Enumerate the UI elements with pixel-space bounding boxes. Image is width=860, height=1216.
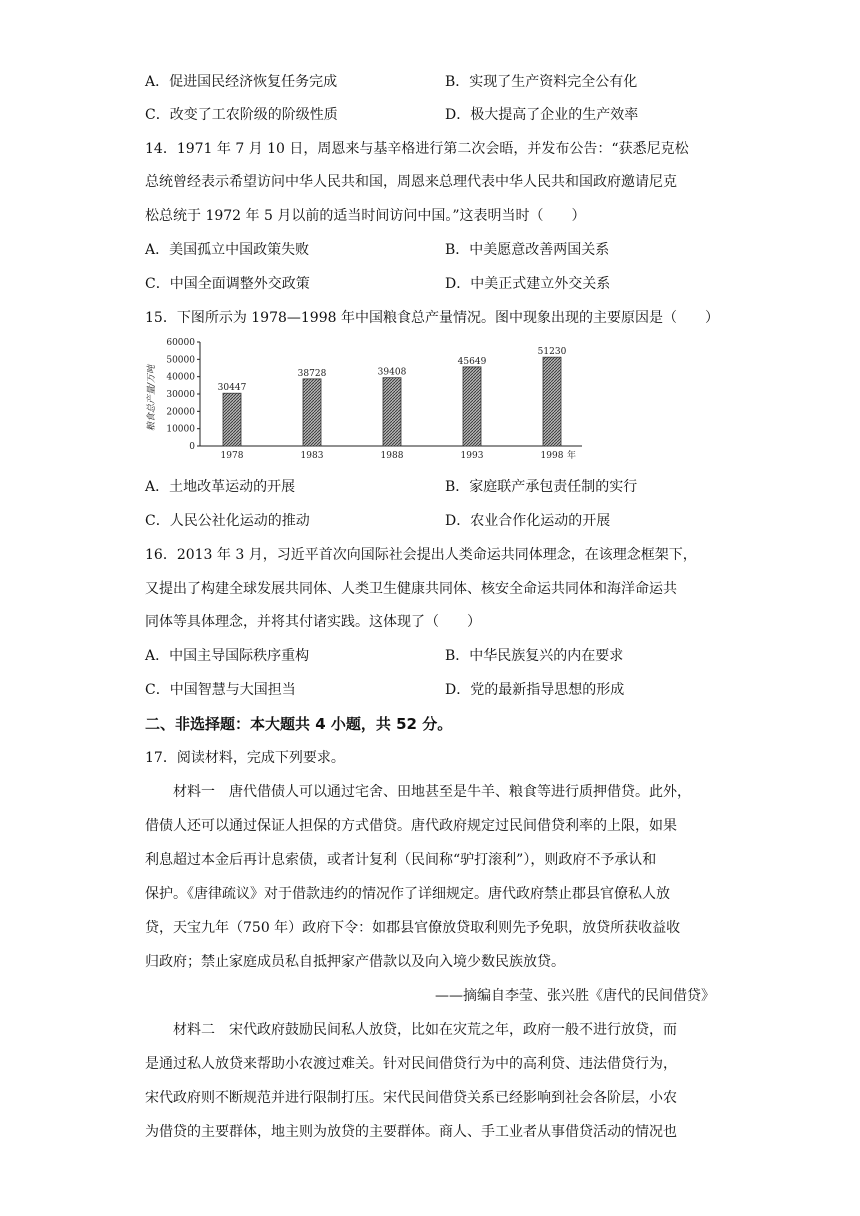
bar-value-label: 30447 [217,383,247,394]
y-tick-label: 10000 [166,424,195,435]
bar-value-label: 39408 [377,367,407,378]
y-tick-label: 60000 [166,338,195,348]
material1-line: 保护。《唐律疏议》对于借款违约的情况作了详细规定。唐代政府禁止郡县官僚私人放 [145,886,670,902]
bar [383,378,401,446]
q16-stem-line3: 同体等具体理念，并将其付诸实践。这体现了（ ） [145,614,481,630]
q13-option-b: B．实现了生产资料完全公有化 [445,74,638,90]
material1-line: 材料一 唐代借债人可以通过宅舍、田地甚至是牛羊、粮食等进行质押借贷。此外， [173,784,691,800]
q13-option-a: A．促进国民经济恢复任务完成 [145,74,338,90]
q14-option-a: A．美国孤立中国政策失败 [145,242,310,258]
q14-stem-line3: 松总统于 1972 年 5 月以前的适当时间访问中国。”这表明当时（ ） [145,208,586,224]
material1-line: 归政府；禁止家庭成员私自抵押家产借款以及向入境少数民族放贷。 [145,954,565,970]
section-title: 二、非选择题：本大题共 4 小题，共 52 分。 [145,715,453,733]
x-tick-label: 1978 [220,451,244,461]
q15-option-a: A．土地改革运动的开展 [145,479,296,495]
material2-line: 宋代政府则不断规范并进行限制打压。宋代民间借贷关系已经影响到社会各阶层，小农 [145,1090,677,1106]
q14-option-b: B．中美愿意改善两国关系 [445,242,610,258]
q17-stem: 17．阅读材料，完成下列要求。 [145,750,345,766]
x-tick-label: 1998 [540,451,564,461]
q15-option-b: B．家庭联产承包责任制的实行 [445,479,638,495]
material1-line: 贷，天宝九年（750 年）政府下令：如郡县官僚放贷取利则先予免职，放贷所获收益收 [145,920,681,936]
x-tick-label: 1983 [300,451,324,461]
q14-option-d: D．中美正式建立外交关系 [445,276,611,292]
bar-value-label: 38728 [297,368,327,379]
grain-output-chart [140,334,600,466]
material2-line: 材料二 宋代政府鼓励民间私人放贷，比如在灾荒之年，政府一般不进行放贷，而 [173,1022,677,1038]
bar-value-label: 51230 [537,347,567,358]
y-tick-label: 50000 [166,355,195,366]
q15-option-d: D．农业合作化运动的开展 [445,513,611,529]
q14-stem-line2: 总统曾经表示希望访问中华人民共和国，周恩来总理代表中华人民共和国政府邀请尼克 [145,174,677,190]
q16-option-d: D．党的最新指导思想的形成 [445,682,625,698]
q13-option-c: C．改变了工农阶级的阶级性质 [145,107,338,123]
material2-line: 为借贷的主要群体，地主则为放贷的主要群体。商人、手工业者从事借贷活动的情况也 [145,1124,677,1140]
x-tick-label: 1988 [380,451,404,461]
chart-x-unit: 年 [567,451,577,461]
chart-y-axis-label: 粮食总产量/万吨 [147,364,157,432]
y-tick-label: 20000 [166,407,195,418]
q16-option-b: B．中华民族复兴的内在要求 [445,648,624,664]
q16-stem-line2: 又提出了构建全球发展共同体、人类卫生健康共同体、核安全命运共同体和海洋命运共 [145,581,677,597]
material1-line: 借债人还可以通过保证人担保的方式借贷。唐代政府规定过民间借贷利率的上限，如果 [145,818,677,834]
q14-stem-line1: 14．1971 年 7 月 10 日，周恩来与基辛格进行第二次会晤，并发布公告：“获悉尼克松 [145,141,689,157]
bar [303,379,321,446]
bar [543,357,561,446]
x-tick-label: 1993 [460,451,484,461]
q16-option-a: A．中国主导国际秩序重构 [145,648,310,664]
y-tick-label: 0 [189,442,195,452]
q15-stem: 15．下图所示为 1978—1998 年中国粮食总产量情况。图中现象出现的主要原因是（ ） [145,310,719,326]
material2-line: 是通过私人放贷来帮助小农渡过难关。针对民间借贷行为中的高利贷、违法借贷行为， [145,1056,677,1072]
q16-stem-line1: 16．2013 年 3 月，习近平首次向国际社会提出人类命运共同体理念，在该理念框架下， [145,547,697,563]
bar-value-label: 45649 [457,356,487,367]
q13-option-d: D．极大提高了企业的生产效率 [445,107,639,123]
bar [463,367,481,446]
y-tick-label: 40000 [166,372,195,383]
bar [223,393,241,446]
q14-option-c: C．中国全面调整外交政策 [145,276,310,292]
q16-option-c: C．中国智慧与大国担当 [145,682,296,698]
y-tick-label: 30000 [166,390,195,400]
q15-option-c: C．人民公社化运动的推动 [145,513,310,529]
material1-source: ——摘编自李莹、张兴胜《唐代的民间借贷》 [435,988,715,1004]
material1-line: 利息超过本金后再计息索债，或者计复利（民间称“驴打滚利”），则政府不予承认和 [145,852,657,868]
